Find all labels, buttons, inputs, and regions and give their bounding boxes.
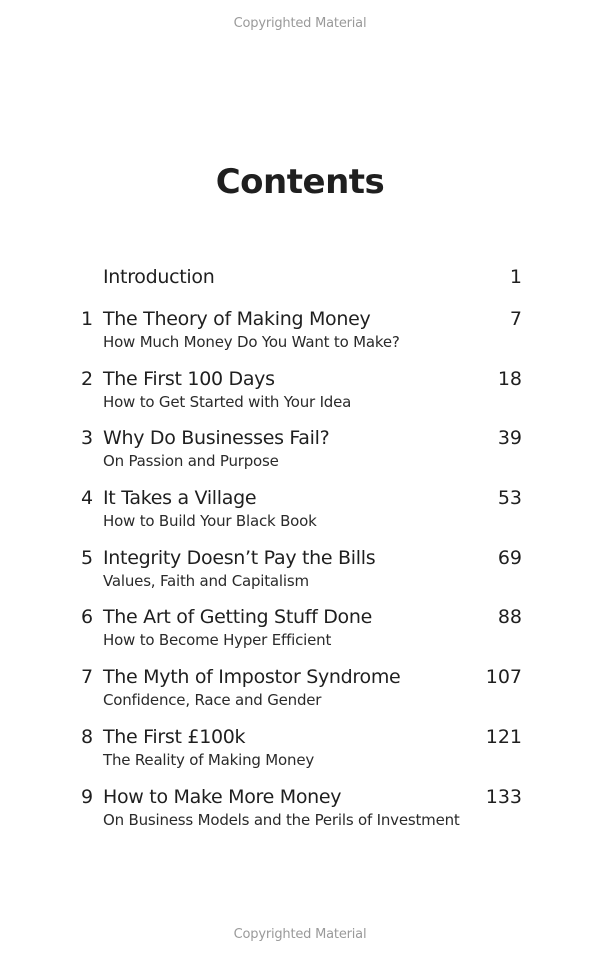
chapter-subtitle: Values, Faith and Capitalism — [103, 571, 309, 590]
chapter-number: 1 — [81, 308, 94, 330]
chapter-title: It Takes a Village — [103, 487, 257, 510]
watermark-top: Copyrighted Material — [233, 16, 367, 31]
chapter-subtitle: Confidence, Race and Gender — [103, 691, 322, 710]
chapter-subtitle: On Passion and Purpose — [103, 452, 279, 471]
chapter-number: 2 — [81, 367, 94, 390]
introduction-title: Introduction — [103, 266, 215, 288]
watermark-bottom: Copyrighted Material — [233, 927, 367, 942]
chapter-title: Integrity Doesn’t Pay the Bills — [103, 546, 376, 569]
chapter-number: 9 — [81, 785, 94, 808]
toc-entry-chapter-7[interactable] — [0, 664, 600, 724]
toc-entry-chapter-8[interactable] — [0, 724, 600, 784]
chapter-page-number: 7 — [509, 308, 522, 330]
chapter-subtitle: How to Get Started with Your Idea — [103, 392, 352, 411]
toc-entry-introduction[interactable] — [0, 264, 600, 306]
chapter-title: How to Make More Money — [103, 785, 342, 808]
introduction-page-number: 1 — [509, 266, 522, 288]
chapter-subtitle: How Much Money Do You Want to Make? — [103, 333, 400, 351]
chapter-page-number: 121 — [485, 725, 522, 748]
toc-entry-chapter-1[interactable] — [0, 306, 600, 366]
page-title: Contents — [215, 162, 385, 202]
chapter-page-number: 88 — [497, 606, 522, 629]
chapter-page-number: 18 — [497, 367, 522, 390]
toc-entry-chapter-4[interactable] — [0, 485, 600, 545]
chapter-title: The First £100k — [103, 725, 246, 748]
chapter-page-number: 69 — [497, 546, 522, 569]
toc-entry-chapter-9[interactable] — [0, 784, 600, 844]
toc-entry-chapter-2[interactable] — [0, 366, 600, 426]
chapter-page-number: 53 — [497, 487, 522, 510]
chapter-number: 5 — [81, 546, 94, 569]
chapter-page-number: 39 — [497, 427, 522, 450]
chapter-subtitle: The Reality of Making Money — [103, 750, 315, 769]
chapter-title: The Theory of Making Money — [103, 308, 371, 330]
chapter-number: 8 — [81, 725, 94, 748]
chapter-number: 7 — [81, 666, 94, 689]
chapter-subtitle: How to Build Your Black Book — [103, 512, 317, 531]
toc-entry-chapter-6[interactable] — [0, 604, 600, 664]
chapter-page-number: 107 — [485, 666, 522, 689]
chapter-subtitle: How to Become Hyper Efficient — [103, 631, 332, 650]
chapter-number: 3 — [81, 427, 94, 450]
chapter-title: The First 100 Days — [103, 367, 275, 390]
toc-entry-chapter-5[interactable] — [0, 545, 600, 605]
chapter-title: The Myth of Impostor Syndrome — [103, 666, 401, 689]
table-of-contents — [0, 264, 600, 843]
chapter-title: Why Do Businesses Fail? — [103, 427, 330, 450]
chapter-number: 6 — [81, 606, 94, 629]
toc-entry-chapter-3[interactable] — [0, 425, 600, 485]
chapter-number: 4 — [81, 487, 94, 510]
chapter-page-number: 133 — [485, 785, 522, 808]
chapter-title: The Art of Getting Stuff Done — [103, 606, 373, 629]
chapter-subtitle: On Business Models and the Perils of Investment — [103, 810, 460, 829]
